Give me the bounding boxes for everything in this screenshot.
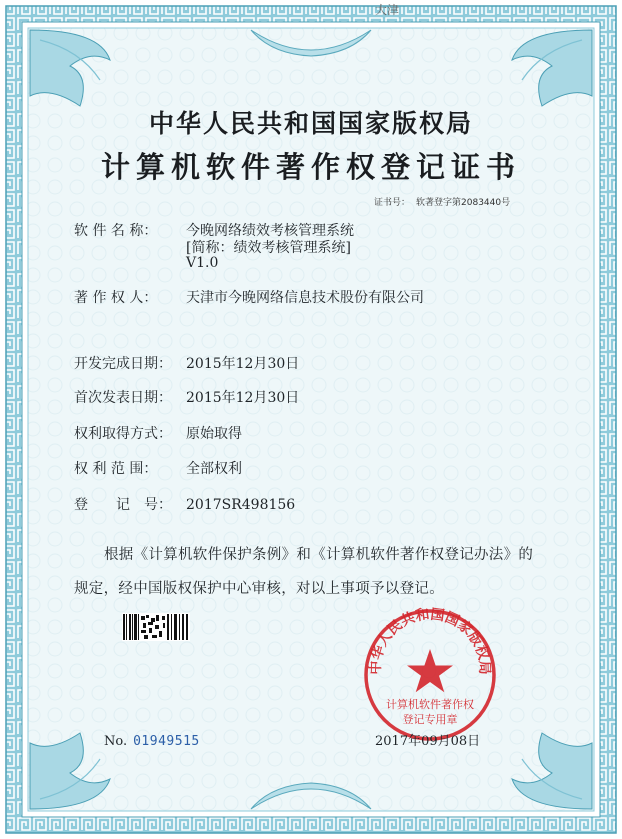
completion-date-row (74, 353, 299, 373)
handwritten-note: 大津 (375, 3, 400, 17)
official-seal (360, 605, 500, 745)
publication-date-row (74, 387, 299, 407)
registration-number-value: 2017SR498156 (186, 497, 296, 513)
software-short-name: [简称：绩效考核管理系统] (186, 240, 351, 256)
certificate-number-value: 软著登字第2083440号 (416, 198, 511, 208)
software-name-value: 今晚网络绩效考核管理系统 (186, 223, 354, 239)
statement-line-2: 规定，经中国版权保护中心审核，对以上事项予以登记。 (74, 581, 444, 597)
registration-number-row (74, 494, 295, 514)
serial-number-value: 01949515 (133, 734, 200, 749)
serial-number-label: No. (104, 734, 128, 749)
seal-outer-text: 中华人民共和国国家版权局 (367, 606, 493, 675)
certificate-number-label: 证书号： (374, 198, 411, 208)
software-version: V1.0 (186, 255, 219, 271)
copyright-owner-row (74, 287, 424, 307)
copyright-owner-value: 天津市今晚网络信息技术股份有限公司 (186, 290, 424, 306)
copyright-owner-label: 著 作 权 人： (74, 290, 158, 306)
completion-date-value: 2015年12月30日 (186, 356, 300, 372)
star-icon (407, 649, 453, 692)
acquisition-method-label: 权利取得方式： (74, 426, 172, 442)
statement-line-1: 根据《计算机软件保护条例》和《计算机软件著作权登记办法》的 (104, 547, 534, 563)
issue-date: 2017年09月08日 (375, 734, 481, 749)
registration-number-label: 登 记 号： (74, 497, 172, 513)
software-name-label: 软 件 名 称： (74, 223, 158, 239)
scope-of-rights-row (74, 458, 242, 478)
completion-date-label: 开发完成日期： (74, 356, 172, 372)
scope-of-rights-value: 全部权利 (186, 461, 242, 477)
publication-date-label: 首次发表日期： (74, 390, 172, 406)
publication-date-value: 2015年12月30日 (186, 390, 300, 406)
certificate-number (374, 195, 510, 208)
acquisition-method-value: 原始取得 (186, 426, 242, 442)
seal-inner-line-2: 登记专用章 (402, 713, 458, 726)
serial-number (104, 734, 200, 749)
certificate-title: 计算机软件著作权登记证书 (100, 150, 521, 184)
issuer-title: 中华人民共和国国家版权局 (148, 109, 473, 138)
acquisition-method-row (74, 423, 242, 443)
qr-barcode (122, 613, 190, 641)
seal-inner-line-1: 计算机软件著作权 (386, 698, 474, 711)
scope-of-rights-label: 权 利 范 围： (74, 461, 158, 477)
